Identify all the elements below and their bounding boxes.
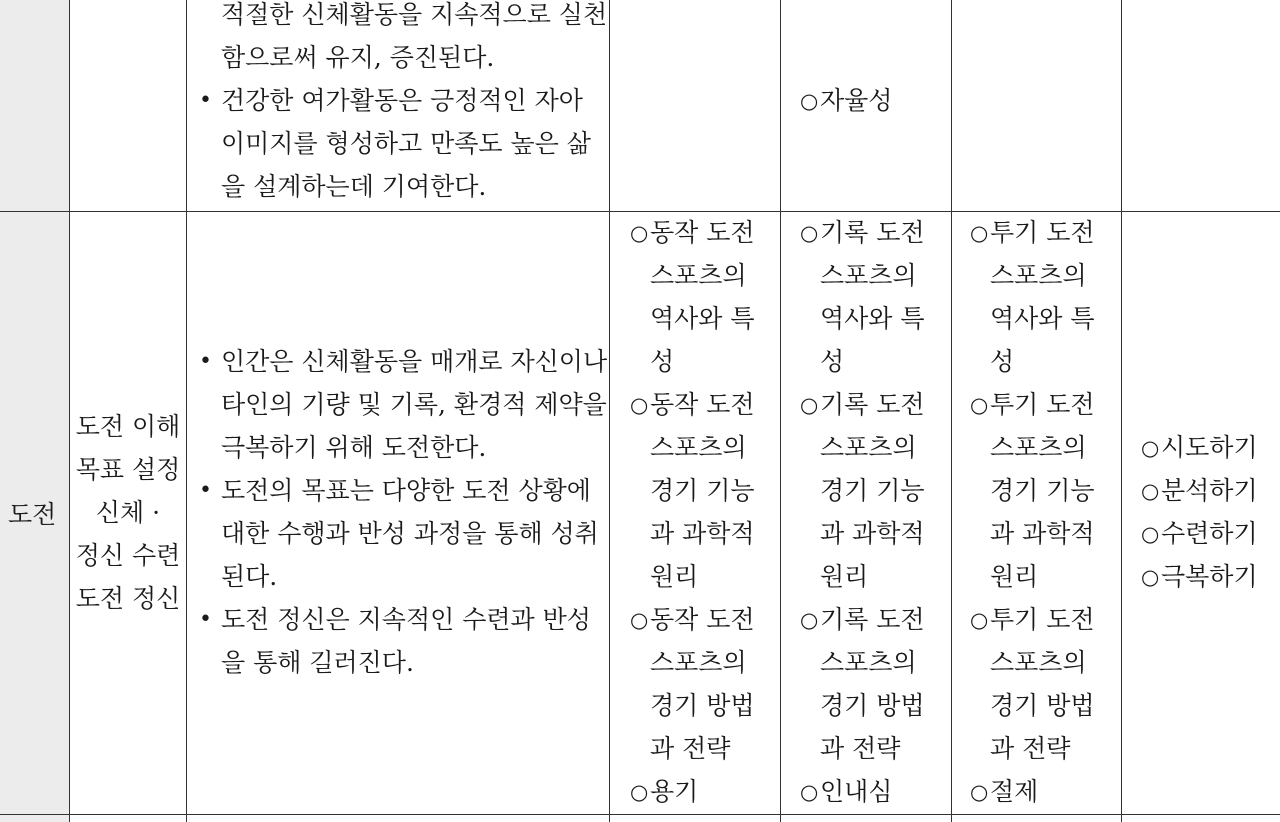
content-element-line: 과 과학적 [650, 519, 755, 548]
content-element-line: 절제 [990, 777, 1039, 806]
content-element-line: 동작 도전 [650, 390, 755, 419]
bullet-mark: • [199, 349, 212, 374]
function-label: 극복하기 [1161, 562, 1258, 591]
content-element-line: 스포츠의 [820, 648, 917, 677]
circle-bullet-icon: ○ [970, 780, 989, 804]
content-element-line: 역사와 특 [820, 304, 925, 333]
content-element-line: 스포츠의 [820, 261, 917, 290]
content-element-line: 스포츠의 [990, 261, 1087, 290]
understanding-line: 인간은 신체활동을 매개로 자신이나 [221, 347, 608, 376]
content-element-line: 원리 [650, 562, 699, 591]
understanding-line: 된다. [221, 562, 278, 591]
content-element-line: 경기 방법 [650, 691, 755, 720]
content-element-line: 스포츠의 [990, 433, 1087, 462]
content-element-line: 동작 도전 [650, 605, 755, 634]
area-column-background [0, 0, 70, 822]
value-label: 자율성 [820, 86, 893, 115]
circle-bullet-icon: ○ [1141, 436, 1160, 460]
circle-bullet-icon: ○ [970, 608, 989, 632]
circle-bullet-icon: ○ [1141, 479, 1160, 503]
bullet-mark: • [199, 607, 212, 632]
circle-bullet-icon: ○ [630, 608, 649, 632]
circle-bullet-icon: ○ [630, 393, 649, 417]
understanding-line: 건강한 여가활동은 긍정적인 자아 [221, 86, 583, 115]
circle-bullet-icon: ○ [630, 780, 649, 804]
content-element-line: 과 전략 [990, 734, 1071, 763]
bullet-mark: • [199, 88, 212, 113]
content-element-line: 투기 도전 [990, 218, 1095, 247]
understanding-line: 도전 정신은 지속적인 수련과 반성 [221, 605, 591, 634]
content-element-line: 과 과학적 [820, 519, 925, 548]
core-concept: 도전 정신 [75, 584, 181, 613]
circle-bullet-icon: ○ [800, 393, 819, 417]
content-element-line: 기록 도전 [820, 218, 925, 247]
understanding-line: 극복하기 위해 도전한다. [221, 433, 487, 462]
circle-bullet-icon: ○ [630, 221, 649, 245]
area-label: 도전 [8, 500, 57, 529]
content-element-line: 성 [650, 347, 675, 376]
core-concept: 목표 설정 [75, 455, 181, 484]
core-concept: 신체 · [95, 498, 161, 527]
content-element-line: 경기 기능 [990, 476, 1095, 505]
column-divider [186, 0, 187, 822]
content-element-line: 경기 방법 [820, 691, 925, 720]
circle-bullet-icon: ○ [800, 89, 819, 113]
content-element-line: 스포츠의 [990, 648, 1087, 677]
circle-bullet-icon: ○ [800, 608, 819, 632]
content-element-line: 기록 도전 [820, 390, 925, 419]
function-label: 시도하기 [1161, 433, 1258, 462]
circle-bullet-icon: ○ [800, 780, 819, 804]
column-divider [951, 0, 952, 822]
row-divider [0, 814, 1280, 815]
core-concept: 정신 수련 [75, 541, 181, 570]
column-divider [780, 0, 781, 822]
circle-bullet-icon: ○ [970, 221, 989, 245]
content-element-line: 경기 기능 [820, 476, 925, 505]
understanding-line: 도전의 목표는 다양한 도전 상황에 [221, 476, 591, 505]
understanding-line: 이미지를 형성하고 만족도 높은 삶 [221, 129, 591, 158]
content-element-line: 동작 도전 [650, 218, 755, 247]
understanding-line: 을 통해 길러진다. [221, 648, 414, 677]
content-element-line: 원리 [820, 562, 869, 591]
column-divider [1121, 0, 1122, 822]
core-concept: 도전 이해 [75, 412, 181, 441]
content-element-line: 과 전략 [650, 734, 731, 763]
content-element-line: 역사와 특 [650, 304, 755, 333]
content-element-line: 스포츠의 [650, 433, 747, 462]
circle-bullet-icon: ○ [1141, 565, 1160, 589]
content-element-line: 스포츠의 [820, 433, 917, 462]
content-element-line: 과 전략 [820, 734, 901, 763]
understanding-line: 타인의 기량 및 기록, 환경적 제약을 [221, 390, 607, 419]
content-element-line: 기록 도전 [820, 605, 925, 634]
content-element-line: 용기 [650, 777, 699, 806]
bullet-mark: • [199, 478, 212, 503]
content-element-line: 경기 방법 [990, 691, 1095, 720]
function-label: 수련하기 [1161, 519, 1258, 548]
content-element-line: 스포츠의 [650, 648, 747, 677]
content-element-line: 성 [820, 347, 845, 376]
circle-bullet-icon: ○ [970, 393, 989, 417]
content-element-line: 투기 도전 [990, 605, 1095, 634]
circle-bullet-icon: ○ [1141, 522, 1160, 546]
content-element-line: 성 [990, 347, 1015, 376]
understanding-line: 대한 수행과 반성 과정을 통해 성취 [221, 519, 599, 548]
content-element-line: 과 과학적 [990, 519, 1095, 548]
circle-bullet-icon: ○ [800, 221, 819, 245]
understanding-line: 적절한 신체활동을 지속적으로 실천 [221, 0, 608, 29]
column-divider [609, 0, 610, 822]
content-element-line: 역사와 특 [990, 304, 1095, 333]
understanding-line: 함으로써 유지, 증진된다. [221, 43, 495, 72]
function-label: 분석하기 [1161, 476, 1258, 505]
content-element-line: 경기 기능 [650, 476, 755, 505]
content-element-line: 투기 도전 [990, 390, 1095, 419]
understanding-line: 을 설계하는데 기여한다. [221, 172, 487, 201]
content-element-line: 원리 [990, 562, 1039, 591]
content-element-line: 스포츠의 [650, 261, 747, 290]
content-element-line: 인내심 [820, 777, 893, 806]
